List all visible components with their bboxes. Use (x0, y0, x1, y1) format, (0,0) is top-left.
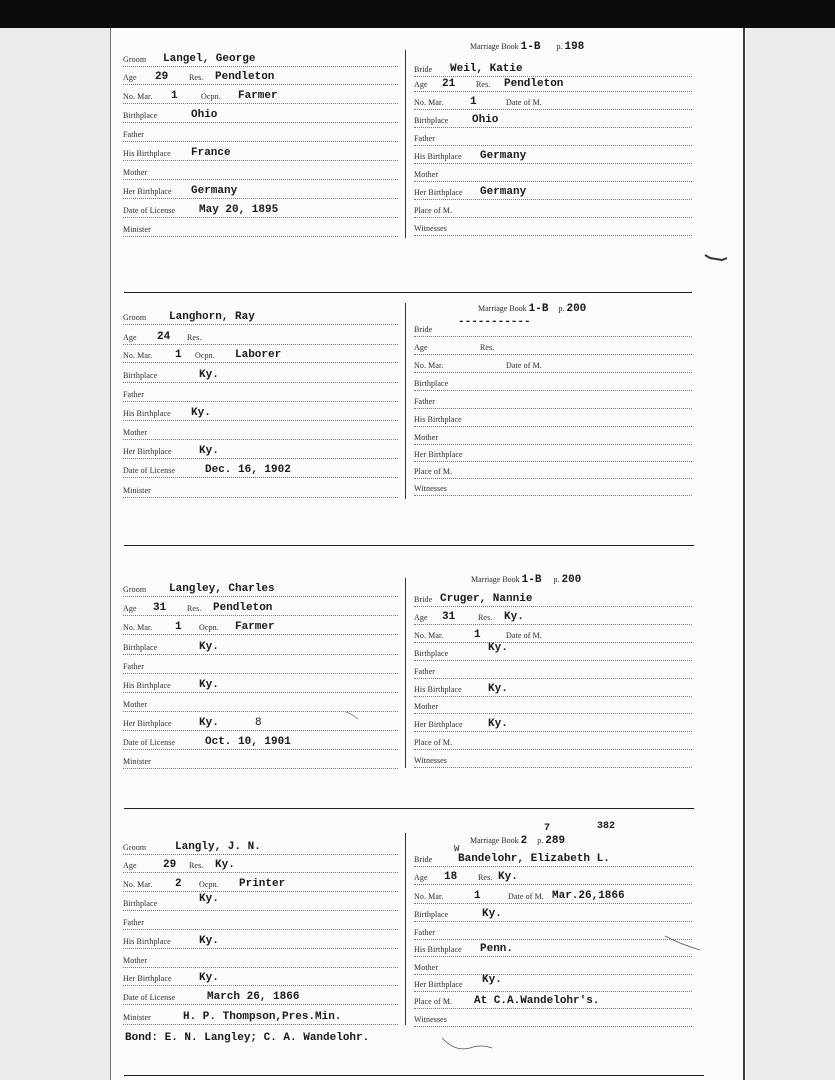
groom-no-mar: 1 (175, 621, 182, 633)
groom-name: Langel, George (163, 53, 256, 65)
bride-her-birthplace-row (414, 447, 692, 462)
bride-name-row (414, 62, 692, 77)
date-of-m-label: Date of M. (506, 98, 542, 107)
card-divider (405, 833, 406, 1025)
bride-mother-row (414, 960, 692, 975)
res-label: Res. (187, 604, 202, 613)
groom-mother-row (123, 953, 398, 968)
no-mar-label: No. Mar. (414, 892, 444, 901)
bride-place-of-m-row (414, 994, 692, 1009)
bride-father-row (414, 925, 692, 940)
marriage-book-page: 200 (566, 303, 587, 315)
groom-name: Langly, J. N. (175, 841, 261, 853)
marriage-book-ref (470, 835, 565, 847)
date-of-license-label: Date of License (123, 466, 176, 475)
mother-label: Mother (414, 963, 439, 972)
bride-age-row (414, 340, 692, 355)
father-label: Father (414, 134, 436, 143)
card-divider (405, 50, 406, 238)
her-birthplace-label: Her Birthplace (123, 447, 172, 456)
his-birthplace-label: His Birthplace (123, 681, 171, 690)
marriage-book-ref (470, 41, 584, 53)
bride-his-birthplace-row (414, 412, 692, 427)
scan-margin-left (0, 0, 110, 1080)
age-label: Age (414, 343, 428, 352)
groom-birthplace-row (123, 640, 398, 655)
groom-birthplace-row (123, 893, 398, 911)
scan-top-border (0, 0, 835, 28)
witnesses-label: Witnesses (414, 1015, 448, 1024)
ocpn-label: Ocpn. (195, 351, 215, 360)
groom-nomar-row (123, 620, 398, 635)
bride-name: Bandelohr, Elizabeth L. (458, 853, 610, 865)
father-label: Father (123, 390, 145, 399)
card-bottom-rule (124, 1075, 704, 1076)
groom-name-row (123, 582, 398, 597)
marriage-book-page: 200 (561, 574, 582, 586)
father-label: Father (123, 662, 145, 671)
groom-name-row (123, 52, 398, 67)
her-birthplace-label: Her Birthplace (414, 450, 463, 459)
bride-res: Ky. (504, 611, 524, 623)
groom-birthplace-row (123, 368, 398, 383)
no-mar-label: No. Mar. (123, 880, 153, 889)
groom-age-row (123, 601, 398, 616)
groom-res: Ky. (215, 859, 235, 871)
bride-res: Pendleton (504, 78, 564, 90)
bride-birthplace: Ky. (488, 642, 508, 654)
groom-birthplace: Ky. (199, 893, 219, 905)
groom-birthplace: Ohio (191, 109, 218, 121)
groom-minister-row (123, 222, 398, 237)
father-label: Father (123, 918, 145, 927)
bride-nomar-row (414, 889, 692, 904)
bride-father-row (414, 394, 692, 409)
bride-place-of-m: At C.A.Wandelohr's. (474, 995, 600, 1007)
marriage-book-number-correction: 7 (544, 823, 551, 834)
no-mar-label: No. Mar. (123, 92, 153, 101)
bride-age-row (414, 610, 692, 625)
groom-minister-row (123, 483, 398, 498)
bride-birthplace-row (414, 376, 692, 391)
groom-his-birthplace: Ky. (199, 935, 219, 947)
bride-birthplace: Ohio (472, 114, 499, 126)
mother-label: Mother (123, 168, 148, 177)
birthplace-label: Birthplace (123, 111, 158, 120)
groom-his-birthplace: Ky. (191, 407, 211, 419)
groom-mother-row (123, 697, 398, 712)
her-birthplace-note: 8 (255, 717, 262, 729)
bride-his-birthplace-row (414, 682, 692, 697)
groom-ocpn: Farmer (238, 90, 278, 102)
bride-birthplace-row (414, 907, 692, 922)
bride-birthplace-row (414, 642, 692, 661)
bride-label: Bride (414, 325, 433, 334)
bride-witnesses-row (414, 753, 692, 768)
no-mar-label: No. Mar. (123, 623, 153, 632)
res-label: Res. (478, 873, 493, 882)
age-label: Age (123, 861, 137, 870)
mother-label: Mother (414, 702, 439, 711)
marriage-book-label: Marriage Book (471, 575, 520, 584)
groom-his-birthplace-row (123, 146, 398, 161)
bride-name-row (414, 592, 692, 607)
his-birthplace-label: His Birthplace (414, 685, 462, 694)
bride-label: Bride (414, 65, 433, 74)
minister-label: Minister (123, 225, 151, 234)
groom-her-birthplace: Germany (191, 185, 238, 197)
page-label: p. (537, 836, 544, 845)
res-label: Res. (189, 861, 204, 870)
bride-mother-row (414, 167, 692, 182)
groom-father-row (123, 915, 398, 930)
groom-her-birthplace: Ky. (199, 445, 219, 457)
groom-his-birthplace-row (123, 934, 398, 949)
groom-date-of-license: May 20, 1895 (199, 204, 279, 216)
marriage-book-number: 1-B (521, 574, 542, 586)
his-birthplace-label: His Birthplace (123, 149, 171, 158)
page-label: p. (556, 42, 563, 51)
bride-father-row (414, 131, 692, 146)
groom-date-of-license: Dec. 16, 1902 (205, 464, 291, 476)
groom-his-birthplace-row (123, 406, 398, 421)
bride-nomar-row (414, 95, 692, 110)
minister-label: Minister (123, 757, 151, 766)
groom-nomar-row (123, 877, 398, 892)
minister-label: Minister (123, 1013, 151, 1022)
groom-age: 29 (163, 859, 177, 871)
father-label: Father (414, 667, 436, 676)
bride-nomar-row (414, 628, 692, 643)
bride-name: Weil, Katie (450, 63, 523, 75)
groom-age: 31 (153, 602, 167, 614)
bride-name: Cruger, Nannie (440, 593, 533, 605)
groom-license-row (123, 735, 398, 750)
groom-her-birthplace: Ky. (199, 717, 219, 729)
marriage-book-ref (478, 303, 586, 315)
res-label: Res. (189, 73, 204, 82)
bride-label: Bride (414, 595, 433, 604)
groom-birthplace-row (123, 108, 398, 123)
bride-birthplace-row (414, 113, 692, 128)
bond-line: Bond: E. N. Langley; C. A. Wandelohr. (125, 1032, 370, 1044)
groom-no-mar: 1 (171, 90, 178, 102)
groom-father-row (123, 387, 398, 402)
her-birthplace-label: Her Birthplace (123, 719, 172, 728)
bride-no-mar: 1 (474, 629, 481, 641)
his-birthplace-label: His Birthplace (414, 152, 462, 161)
groom-his-birthplace: France (191, 147, 231, 159)
groom-mother-row (123, 165, 398, 180)
age-label: Age (123, 604, 137, 613)
card-divider (405, 578, 406, 768)
groom-nomar-row (123, 89, 398, 104)
place-of-m-label: Place of M. (414, 206, 453, 215)
place-of-m-label: Place of M. (414, 997, 453, 1006)
bride-age: 31 (442, 611, 456, 623)
groom-father-row (123, 127, 398, 142)
age-label: Age (414, 613, 428, 622)
bride-birthplace: Ky. (482, 908, 502, 920)
birthplace-label: Birthplace (123, 643, 158, 652)
bride-name-correction: W (454, 844, 460, 854)
no-mar-label: No. Mar. (414, 98, 444, 107)
bride-no-mar: 1 (474, 890, 481, 902)
page-label: p. (558, 304, 565, 313)
birthplace-label: Birthplace (123, 371, 158, 380)
groom-age: 24 (157, 331, 171, 343)
bride-her-birthplace: Ky. (488, 718, 508, 730)
date-of-m-label: Date of M. (506, 361, 542, 370)
groom-age-row (123, 330, 398, 345)
mother-label: Mother (123, 956, 148, 965)
groom-her-birthplace-row (123, 184, 398, 199)
his-birthplace-label: His Birthplace (123, 409, 171, 418)
marriage-book-page: 289 (545, 835, 566, 847)
bride-father-row (414, 664, 692, 679)
card-divider (405, 303, 406, 499)
bride-age-row (414, 77, 692, 92)
groom-label: Groom (123, 585, 147, 594)
his-birthplace-label: His Birthplace (414, 415, 462, 424)
no-mar-label: No. Mar. (123, 351, 153, 360)
groom-name-row (123, 840, 398, 855)
bride-label: Bride (414, 855, 433, 864)
bride-place-of-m-row (414, 464, 692, 479)
marriage-book-number: 2 (520, 835, 528, 847)
witnesses-label: Witnesses (414, 224, 448, 233)
marriage-book-ref (471, 574, 581, 586)
date-of-license-label: Date of License (123, 993, 176, 1002)
res-label: Res. (187, 333, 202, 342)
groom-no-mar: 2 (175, 878, 182, 890)
groom-license-row (123, 203, 398, 218)
her-birthplace-label: Her Birthplace (414, 720, 463, 729)
bride-nomar-row (414, 358, 692, 373)
ocpn-label: Ocpn. (199, 880, 219, 889)
mother-label: Mother (123, 700, 148, 709)
age-label: Age (123, 333, 137, 342)
scan-margin-right (745, 0, 835, 1080)
marriage-book-label: Marriage Book (478, 304, 527, 313)
bride-witnesses-row (414, 481, 692, 496)
groom-license-row (123, 990, 398, 1005)
her-birthplace-label: Her Birthplace (414, 980, 463, 989)
bride-age: 18 (444, 871, 458, 883)
age-label: Age (414, 80, 428, 89)
groom-res: Pendleton (213, 602, 273, 614)
his-birthplace-label: His Birthplace (123, 937, 171, 946)
mother-label: Mother (123, 428, 148, 437)
bride-witnesses-row (414, 221, 692, 236)
mother-label: Mother (414, 170, 439, 179)
groom-birthplace: Ky. (199, 641, 219, 653)
bride-his-birthplace: Ky. (488, 683, 508, 695)
groom-label: Groom (123, 843, 147, 852)
groom-license-row (123, 463, 398, 478)
groom-her-birthplace: Ky. (199, 972, 219, 984)
father-label: Father (414, 397, 436, 406)
groom-age: 29 (155, 71, 169, 83)
her-birthplace-label: Her Birthplace (123, 187, 172, 196)
bride-date-of-m: Mar.26,1866 (552, 890, 625, 902)
bride-place-of-m-row (414, 203, 692, 218)
groom-nomar-row (123, 348, 398, 363)
bride-name-row (414, 852, 692, 867)
groom-minister-row (123, 1010, 398, 1025)
groom-ocpn: Farmer (235, 621, 275, 633)
bride-age-row (414, 870, 692, 885)
bride-her-birthplace-row (414, 185, 692, 200)
bride-her-birthplace: Germany (480, 186, 527, 198)
birthplace-label: Birthplace (414, 649, 449, 658)
groom-birthplace: Ky. (199, 369, 219, 381)
bride-his-birthplace-row (414, 149, 692, 164)
marriage-book-label: Marriage Book (470, 42, 519, 51)
no-mar-label: No. Mar. (414, 631, 444, 640)
age-label: Age (414, 873, 428, 882)
witnesses-label: Witnesses (414, 756, 448, 765)
groom-label: Groom (123, 55, 147, 64)
groom-name-row (123, 310, 398, 325)
groom-age-row (123, 858, 398, 873)
bride-res: Ky. (498, 871, 518, 883)
no-mar-label: No. Mar. (414, 361, 444, 370)
place-of-m-label: Place of M. (414, 467, 453, 476)
groom-father-row (123, 659, 398, 674)
bride-name-row (414, 316, 692, 337)
groom-res: Pendleton (215, 71, 275, 83)
his-birthplace-label: His Birthplace (414, 945, 462, 954)
bride-her-birthplace-row (414, 717, 692, 732)
groom-label: Groom (123, 313, 147, 322)
birthplace-label: Birthplace (123, 899, 158, 908)
ocpn-label: Ocpn. (199, 623, 219, 632)
ocpn-label: Ocpn. (201, 92, 221, 101)
place-of-m-label: Place of M. (414, 738, 453, 747)
birthplace-label: Birthplace (414, 910, 449, 919)
bride-his-birthplace-row (414, 942, 692, 957)
bride-her-birthplace: Ky. (482, 974, 502, 986)
bride-witnesses-row (414, 1012, 692, 1027)
bride-her-birthplace-row (414, 974, 692, 992)
marriage-book-page-correction: 382 (597, 821, 616, 832)
groom-name: Langley, Charles (169, 583, 275, 595)
groom-her-birthplace-row (123, 444, 398, 459)
minister-label: Minister (123, 486, 151, 495)
card-bottom-rule (124, 545, 694, 546)
groom-minister-row (123, 754, 398, 769)
witnesses-label: Witnesses (414, 484, 448, 493)
her-birthplace-label: Her Birthplace (414, 188, 463, 197)
groom-mother-row (123, 425, 398, 440)
bride-mother-row (414, 430, 692, 445)
bride-mother-row (414, 699, 692, 714)
bride-his-birthplace: Germany (480, 150, 527, 162)
marriage-book-number: 1-B (520, 41, 541, 53)
father-label: Father (123, 130, 145, 139)
date-of-m-label: Date of M. (506, 631, 542, 640)
groom-her-birthplace-row (123, 971, 398, 986)
groom-her-birthplace-row (123, 716, 398, 731)
res-label: Res. (480, 343, 495, 352)
bride-name: ----------- (458, 316, 531, 328)
marriage-book-label: Marriage Book (470, 836, 519, 845)
groom-age-row (123, 70, 398, 85)
age-label: Age (123, 73, 137, 82)
marriage-book-page: 198 (564, 41, 585, 53)
page-label: p. (553, 575, 560, 584)
groom-minister: H. P. Thompson,Pres.Min. (183, 1011, 342, 1023)
groom-name: Langhorn, Ray (169, 311, 255, 323)
bride-no-mar: 1 (470, 96, 477, 108)
groom-date-of-license: Oct. 10, 1901 (205, 736, 291, 748)
groom-no-mar: 1 (175, 349, 182, 361)
bride-his-birthplace: Penn. (480, 943, 514, 955)
date-of-license-label: Date of License (123, 738, 176, 747)
bride-age: 21 (442, 78, 456, 90)
marriage-book-number: 1-B (528, 303, 549, 315)
card-bottom-rule (124, 808, 694, 809)
groom-his-birthplace: Ky. (199, 679, 219, 691)
mother-label: Mother (414, 433, 439, 442)
sheet-edge (743, 28, 745, 1080)
res-label: Res. (478, 613, 493, 622)
groom-ocpn: Printer (239, 878, 286, 890)
groom-date-of-license: March 26, 1866 (207, 991, 300, 1003)
birthplace-label: Birthplace (414, 116, 449, 125)
card-bottom-rule (124, 292, 692, 293)
date-of-license-label: Date of License (123, 206, 176, 215)
res-label: Res. (476, 80, 491, 89)
father-label: Father (414, 928, 436, 937)
her-birthplace-label: Her Birthplace (123, 974, 172, 983)
groom-his-birthplace-row (123, 678, 398, 693)
date-of-m-label: Date of M. (508, 892, 544, 901)
birthplace-label: Birthplace (414, 379, 449, 388)
bride-place-of-m-row (414, 735, 692, 750)
groom-ocpn: Laborer (235, 349, 282, 361)
